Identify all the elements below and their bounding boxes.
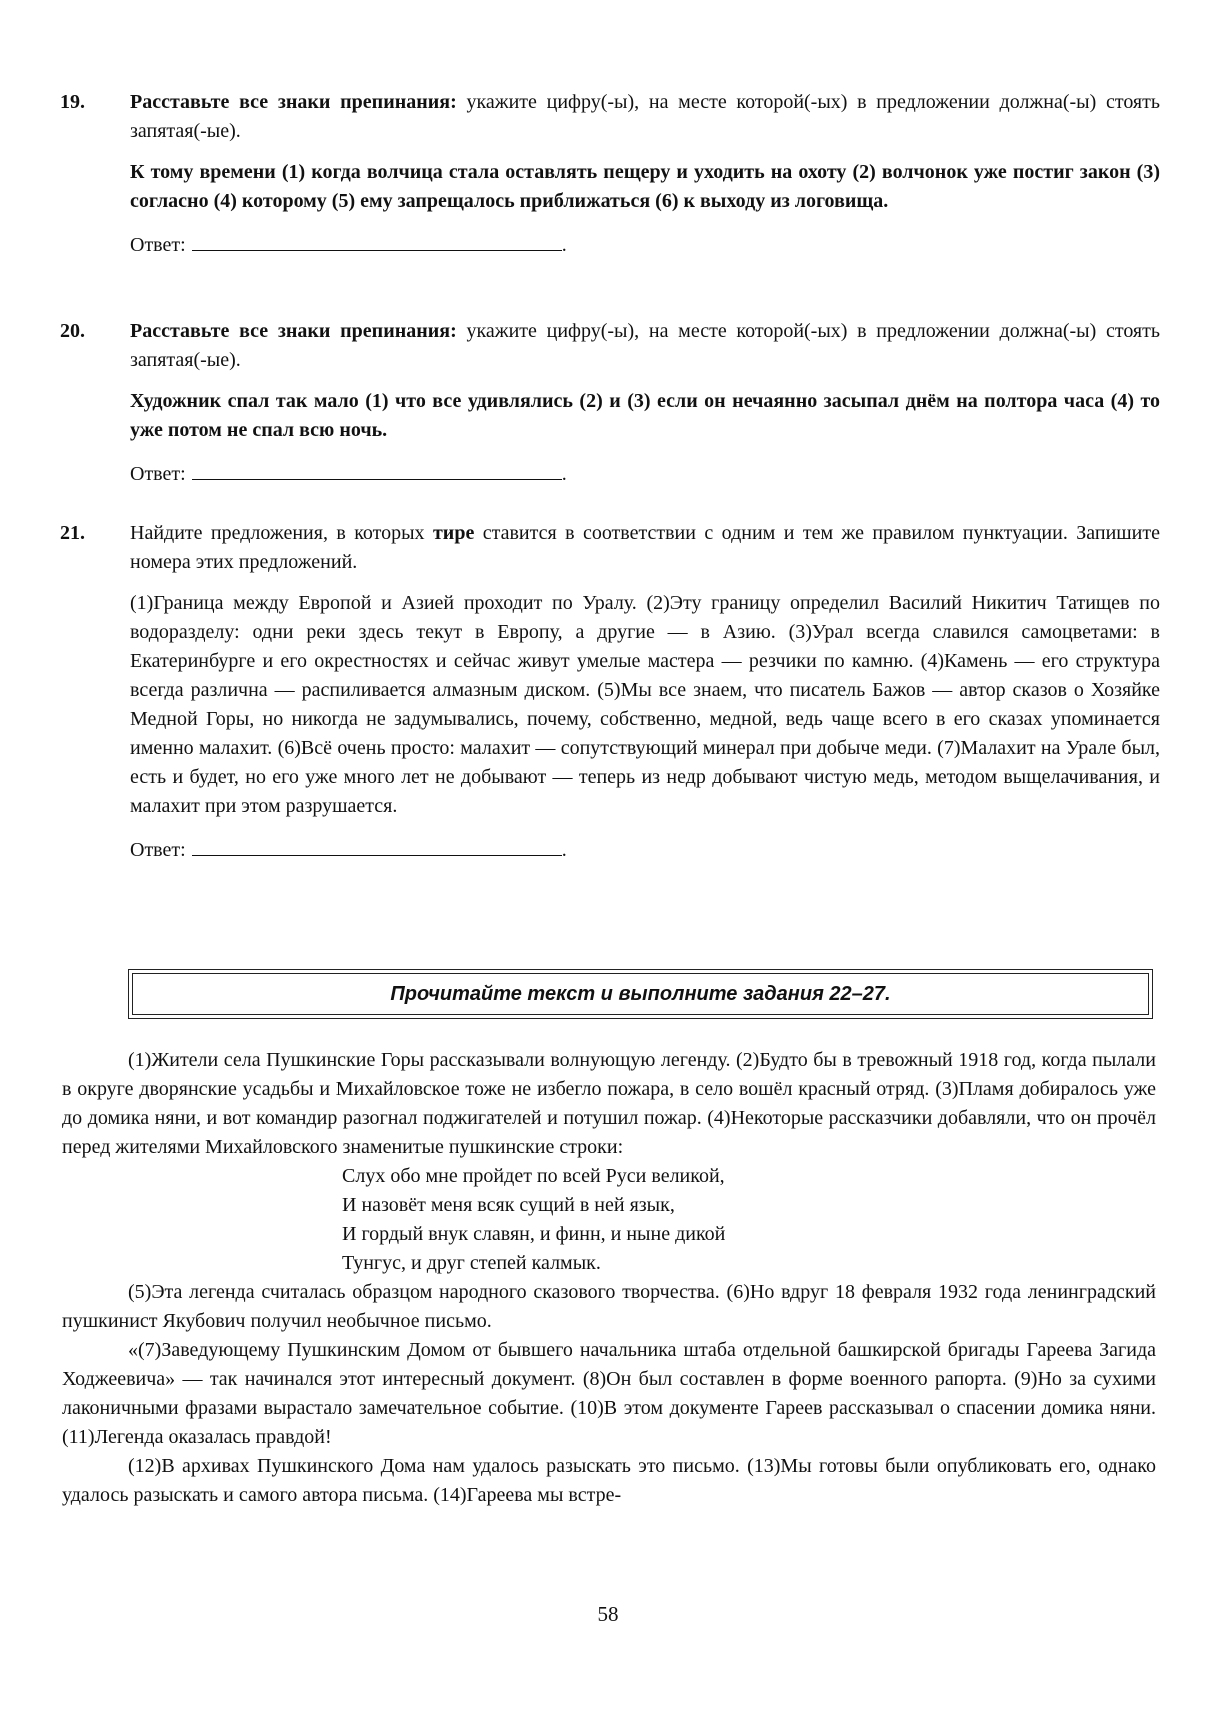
answer-row	[130, 230, 1160, 260]
task-number: 20.	[60, 320, 85, 342]
task-21	[60, 519, 1160, 865]
reading-header: Прочитайте текст и выполните задания 22–27.	[132, 973, 1149, 1015]
task-body	[130, 519, 1160, 865]
instruction-rest: укажите цифру(-ы), на месте которой(-ых) в предложении должна(-ы) стоять запятая(-ые).	[130, 320, 1160, 371]
task-body	[130, 88, 1160, 260]
reading-paragraph-2: (5)Эта легенда считалась образцом народного сказового творчества. (6)Но вдруг 18 февраля 1932 года ленинградский пушкинист Якубович получил необычное письмо.	[62, 1281, 1156, 1332]
answer-label: Ответ:	[130, 839, 186, 861]
task-instruction	[130, 317, 1160, 375]
answer-field[interactable]	[192, 230, 562, 251]
task-text: (1)Граница между Европой и Азией проходит по Уралу. (2)Эту границу определил Василий Никитич Татищев по водоразделу: одни реки здесь текут в Европу, а другие — в Азию. (3)Урал всегда славился самоцветами: в Екатеринбурге и его окрестностях и сейчас живут умелые мастера — резчики по камню. (4)Камень — его структура всегда различна — распиливается алмазным диском. (5)Мы все знаем, что писатель Бажов — автор сказов о Хозяйке Медной Горы, но никогда не задумывались, почему, собственно, медной, ведь чаще всего в его сказах упоминается именно малахит. (6)Всё очень просто: малахит — сопутствующий минерал при добыче меди. (7)Малахит на Урале был, есть и будет, но его уже много лет не добывают — теперь из недр добывают чистую медь, методом выщелачивания, и малахит при этом разрушается.	[130, 592, 1160, 817]
reading-text	[62, 1046, 1156, 1510]
task-19	[60, 88, 1160, 260]
reading-paragraph-4: (12)В архивах Пушкинского Дома нам удалось разыскать это письмо. (13)Мы готовы были опубликовать его, однако удалось разыскать и самого автора письма. (14)Гареева мы встре-	[62, 1455, 1156, 1506]
poem-line: Тунгус, и друг степей калмык.	[342, 1252, 601, 1274]
answer-end: .	[561, 234, 567, 256]
answer-row	[130, 835, 1160, 865]
instruction-rest: укажите цифру(-ы), на месте которой(-ых) в предложении должна(-ы) стоять запятая(-ые).	[130, 91, 1160, 142]
instruction-bold: Расставьте все знаки препинания:	[130, 91, 457, 113]
task-number: 19.	[60, 91, 85, 113]
reading-paragraph-3: «(7)Заведующему Пушкинским Домом от бывшего начальника штаба отдельной башкирской бригады Гареева Загида Ходжеевича» — так начинался этот интересный документ. (8)Он был составлен в форме военного рапорта. (9)Но за сухими лаконичными фразами вырастало замечательное событие. (10)В этом документе Гареев рассказывал о спасении домика няни. (11)Легенда оказалась правдой!	[62, 1339, 1156, 1448]
instruction-part-b: ставится в соответствии с одним и тем же правилом пунктуации. Запишите номера этих предложений.	[130, 522, 1160, 573]
reading-header-box	[128, 969, 1153, 1019]
answer-row	[130, 459, 1160, 489]
task-body	[130, 317, 1160, 489]
task-number: 21.	[60, 522, 85, 544]
answer-label: Ответ:	[130, 463, 186, 485]
poem-line: И назовёт меня всяк сущий в ней язык,	[342, 1194, 675, 1216]
answer-end: .	[561, 839, 567, 861]
answer-end: .	[561, 463, 567, 485]
reading-paragraph-1: (1)Жители села Пушкинские Горы рассказывали волнующую легенду. (2)Будто бы в тревожный 1918 год, когда пылали в округе дворянские усадьбы и Михайловское тоже не избегло пожара, в село вошёл красный отряд. (3)Пламя добиралось уже до домика няни, и вот командир разогнал поджигателей и потушил пожар. (4)Некоторые рассказчики добавляли, что он прочёл перед жителями Михайловского знаменитые пушкинские строки:	[62, 1049, 1156, 1158]
answer-label: Ответ:	[130, 234, 186, 256]
page-number: 58	[597, 1602, 619, 1626]
answer-field[interactable]	[192, 459, 562, 480]
poem-line: Слух обо мне пройдет по всей Руси великой,	[342, 1165, 725, 1187]
task-instruction	[130, 88, 1160, 146]
task-sentence: К тому времени (1) когда волчица стала оставлять пещеру и уходить на охоту (2) волчонок уже постиг закон (3) согласно (4) которому (5) ему запрещалось приближаться (6) к выходу из логовища.	[130, 161, 1160, 212]
task-instruction	[130, 519, 1160, 577]
task-20	[60, 317, 1160, 489]
poem-line: И гордый внук славян, и финн, и ныне дикой	[342, 1223, 726, 1245]
answer-field[interactable]	[192, 835, 562, 856]
poem	[342, 1162, 1156, 1278]
instruction-bold: Расставьте все знаки препинания:	[130, 320, 457, 342]
instruction-part-a: Найдите предложения, в которых	[130, 522, 433, 544]
instruction-bold: тире	[432, 522, 475, 544]
task-sentence: Художник спал так мало (1) что все удивлялись (2) и (3) если он нечаянно засыпал днём на полтора часа (4) то уже потом не спал всю ночь.	[130, 390, 1160, 441]
